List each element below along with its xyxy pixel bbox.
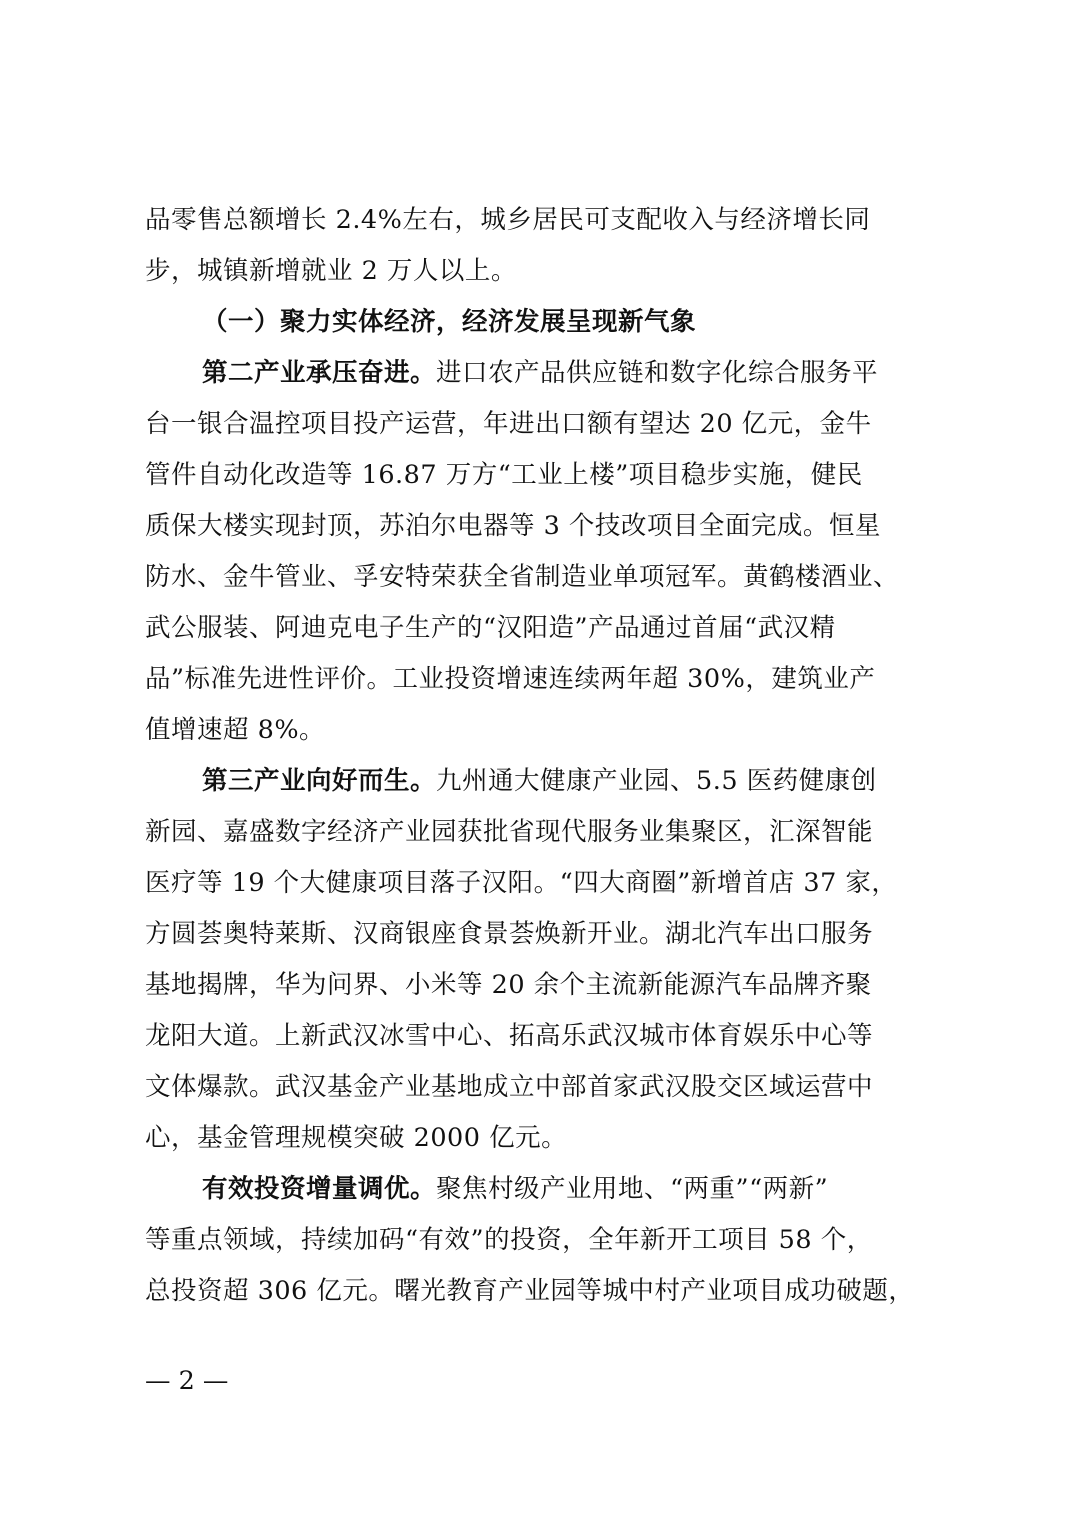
paragraph-line: 医疗等 19 个大健康项目落子汉阳。“四大商圈”新增首店 37 家，	[145, 868, 898, 898]
paragraph-line: 台一银合温控项目投产运营，年进出口额有望达 20 亿元，金牛	[145, 409, 872, 439]
paragraph-line: 管件自动化改造等 16.87 万方“工业上楼”项目稳步实施，健民	[145, 460, 863, 490]
paragraph-text: 进口农产品供应链和数字化综合服务平	[436, 358, 879, 388]
page-number: — 2 —	[145, 1366, 229, 1396]
paragraph-line: 龙阳大道。上新武汉冰雪中心、拓高乐武汉城市体育娱乐中心等	[145, 1021, 874, 1051]
paragraph-line: 新园、嘉盛数字经济产业园获批省现代服务业集聚区，汇深智能	[145, 817, 874, 847]
paragraph-text: 九州通大健康产业园、5.5 医药健康创	[436, 766, 877, 796]
paragraph-line: 基地揭牌，华为问界、小米等 20 余个主流新能源汽车品牌齐聚	[145, 970, 872, 1000]
paragraph-line: 等重点领域，持续加码“有效”的投资，全年新开工项目 58 个，	[145, 1225, 873, 1255]
paragraph-line: 总投资超 306 亿元。曙光教育产业园等城中村产业项目成功破题，	[145, 1276, 915, 1306]
paragraph-lead: 第三产业向好而生。	[202, 766, 437, 796]
paragraph-first-line	[202, 357, 1002, 389]
paragraph-lead: 第二产业承压奋进。	[202, 358, 437, 388]
paragraph-line: 品零售总额增长 2.4%左右，城乡居民可支配收入与经济增长同	[145, 205, 871, 235]
paragraph-line: 防水、金牛管业、孚安特荣获全省制造业单项冠军。黄鹤楼酒业、	[145, 562, 900, 592]
paragraph-line: 品”标准先进性评价。工业投资增速连续两年超 30%，建筑业产	[145, 664, 876, 694]
paragraph-line: 文体爆款。武汉基金产业基地成立中部首家武汉股交区域运营中	[145, 1072, 874, 1102]
paragraph-text: 聚焦村级产业用地、“两重”“两新”	[436, 1174, 829, 1204]
paragraph-line: 心，基金管理规模突破 2000 亿元。	[145, 1123, 568, 1153]
paragraph-first-line	[202, 1173, 1002, 1205]
paragraph-line: 方圆荟奥特莱斯、汉商银座食景荟焕新开业。湖北汽车出口服务	[145, 919, 874, 949]
paragraph-line: 武公服装、阿迪克电子生产的“汉阳造”产品通过首届“武汉精	[145, 613, 836, 643]
paragraph-lead: 有效投资增量调优。	[202, 1174, 437, 1204]
section-heading: （一）聚力实体经济，经济发展呈现新气象	[202, 307, 697, 337]
paragraph-line: 步，城镇新增就业 2 万人以上。	[145, 256, 517, 286]
paragraph-first-line	[202, 765, 1002, 797]
paragraph-line: 质保大楼实现封顶，苏泊尔电器等 3 个技改项目全面完成。恒星	[145, 511, 881, 541]
paragraph-line: 值增速超 8%。	[145, 715, 326, 745]
